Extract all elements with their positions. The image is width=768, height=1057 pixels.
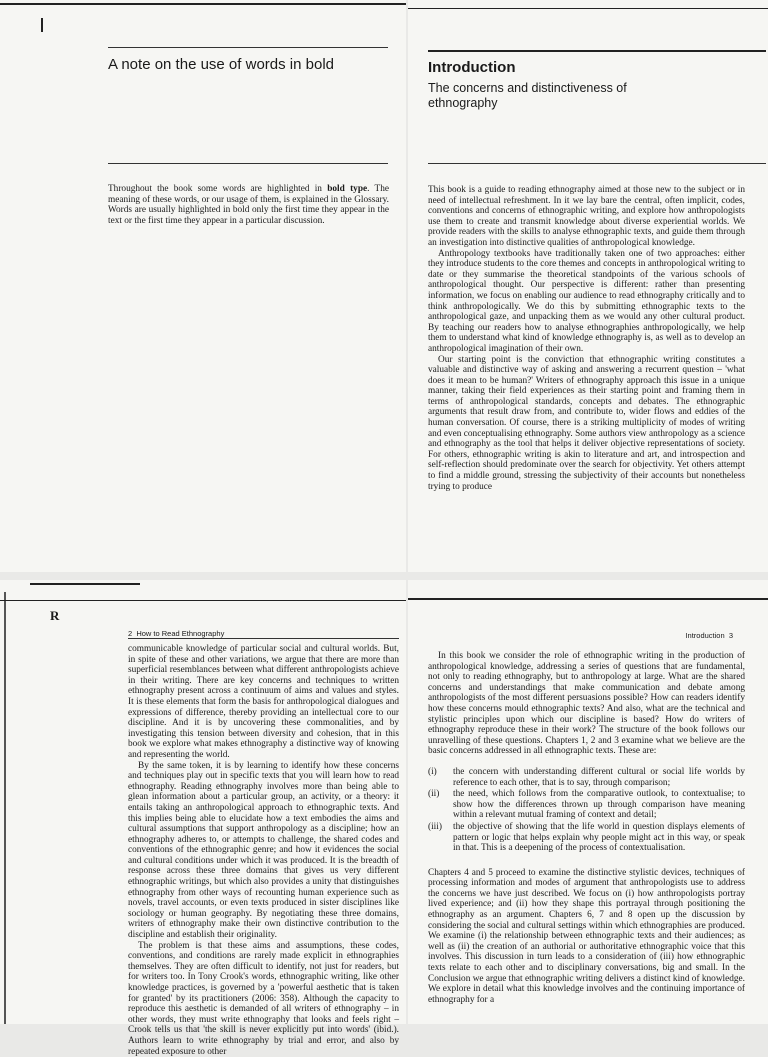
- margin-mark: R: [50, 608, 60, 623]
- intro-top-rule: [428, 50, 766, 52]
- page-tick-mark: [41, 18, 43, 32]
- running-header-right: [685, 631, 733, 640]
- list-item: [428, 822, 745, 854]
- running-title: Introduction: [685, 631, 725, 640]
- page-edge-line: [0, 3, 406, 5]
- heading-top-rule: [108, 47, 388, 48]
- page-number: 3: [728, 631, 733, 640]
- bold-term: bold type: [327, 184, 368, 194]
- list-item: [428, 789, 745, 821]
- body-paragraph-1: communicable knowledge of particular social and cultural worlds. But, in spite of these and other variations, we argue that there are more than superficial resemblances between what different anthropologists achieve in their writing. There are key concerns and techniques to written ethnography present across a continuum of aims and values and styles. It is these elements that form the basis for anthropological dialogues and expressions of difference, thereby providing an intellectual core to our discipline. And it is by uncovering these commonalities, and by investigating this tension between diversity and cohesion, that in this book we explore what makes ethnography a distinctive way of knowing and representing the world.: [128, 644, 399, 760]
- list-number: (ii): [428, 789, 440, 800]
- top-left-page: [0, 0, 406, 572]
- intro-bottom-rule: [428, 163, 766, 164]
- list-item: [428, 767, 745, 788]
- intro-paragraph-2: Anthropology textbooks have traditionally taken one of two approaches: either they introduce students to the core themes and concepts in anthropological writing to date or they summarise the theoretical standpoints of the various schools of anthropological thought. Our perspective is different: rather than presenting information, we focus on enabling our audience to read ethnography critically and to think anthropologically. We do this by submitting ethnographic texts to the anthropological gaze, and unpacking them as we would any other cultural product. By teaching our readers how to analyse ethnographies anthropologically, we help them to understand what kind of knowledge ethnography is, as well as to develop an anthropological imagination of their own.: [428, 248, 745, 354]
- bottom-left-page: [0, 580, 406, 1057]
- list-text: the concern with understanding different cultural or social life worlds by reference to each other, that is to say, through comparison;: [453, 766, 745, 788]
- list-number: (i): [428, 766, 437, 777]
- intro-title: Introduction: [428, 59, 516, 76]
- intro-text-column: [428, 185, 745, 532]
- list-text: the need, which follows from the comparative outlook, to contextualise; to show how the differences thrown up through comparison have meaning within a relevant mutual framing of context and detail;: [453, 789, 745, 821]
- intro-paragraph-1: This book is a guide to reading ethnography aimed at those new to the subject or in need of intellectual refreshment. In it we lay bare the central, often implicit, codes, conventions and concerns of ethnographic writing, and explore how anthropologists use them to create and transmit knowledge about diverse experiential worlds. We provide readers with the skills to analyse ethnographic texts, and guide them through an investigation into distinctive qualities of anthropological knowledge.: [428, 185, 745, 248]
- top-right-page: [408, 0, 768, 572]
- body-paragraph-1: In this book we consider the role of ethnographic writing in the production of anthropological knowledge, addressing a series of questions that are fundamental, not only to reading ethnography, but to anthropology at large. What are the shared concerns and understandings that make communication and debate among anthropologists of the most different persuasions possible? How can readers identify how these concerns mould ethnographic texts? And also, what are the technical and stylistic principles upon which our discipline is based? How do writers of ethnography reproduce these in their work? The structure of the book follows our unravelling of these questions. Chapters 1, 2 and 3 examine what we believe are the basic concerns addressed in all ethnographic texts. These are:: [428, 651, 745, 757]
- page-edge-line: [408, 8, 768, 9]
- intro-paragraph-3: Our starting point is the conviction that ethnographic writing constitutes a valuable and distinctive way of asking and answering a recurrent question – 'what does it mean to be human?' Writers of ethnography approach this issue in a unique manner, taking their field experiences as their starting point and framing them in terms of anthropological standards, concepts and debates. The ethnographic arguments that result draw from, and contribute to, wider flows and eddies of the human conversation. Of course, there is a striking multiplicity of modes of writing and even conceptualising ethnography. Some authors view anthropology as a science and ethnography as the tool that helps it deliver objective representations of society. For others, ethnographic writing is akin to literature and art, and introspection and self-reflection should predominate over the search for objectivity. Yet others attempt to find a middle ground, stressing the subjectivity of their accounts but nonetheless trying to produce: [428, 354, 745, 492]
- right-text-column: [428, 651, 745, 1024]
- header-rule: [128, 638, 399, 639]
- list-text: the objective of showing that the life world in question displays elements of pattern or logic that helps explain why people might act in this way, or speak in that. This is a deepening of the process of contextualisation.: [453, 821, 745, 854]
- page-number: 2: [128, 629, 133, 638]
- running-header-left: [128, 629, 224, 638]
- left-text-column: [128, 644, 399, 1057]
- list-number: (iii): [428, 821, 442, 832]
- page-edge-line: [408, 598, 768, 600]
- body-paragraph-2: By the same token, it is by learning to identify how these concerns and techniques play out in specific texts that you will learn how to read ethnography. Reading ethnography involves more than being able to glean information about a particular group, an activity, or a theory: it entails taking an anthropological approach to ethnographic texts. And this implies being able to elucidate how a text embodies the aims and cultural assumptions that support anthropology as a discipline; how an ethnography adheres to, or attempts to challenge, the shared codes and conventions of the ethnographic genre; and how it evidences the social and cultural conditions under which it was produced. It is the breadth of response across these three domains that gives us very different ethnographic writings, but which also provides a unity that distinguishes ethnography from other ways of recounting human experience such as novels, travel accounts, or even texts produced in sister disciplines like sociology or human geography. By negotiating these three domains, writers of ethnography make their own distinctive contribution to the discipline and establish their originality.: [128, 760, 399, 941]
- running-title: How to Read Ethnography: [136, 629, 225, 638]
- heading-bottom-rule: [108, 163, 388, 164]
- note-heading: A note on the use of words in bold: [108, 56, 334, 73]
- concerns-list: [428, 767, 745, 854]
- intro-subtitle: The concerns and distinctiveness of ethnography: [428, 81, 627, 110]
- body-paragraph-3: The problem is that these aims and assumptions, these codes, conventions, and conditions are rarely made explicit in ethnographies themselves. They are often difficult to identify, not just for readers, but for writers too. In Tony Crook's words, ethnographic writing, like other knowledge practices, is governed by a 'powerful aesthetic that is taken for granted' by its practitioners (2006: 358). Although the capacity to reproduce this aesthetic is demanded of all writers of ethnography – in other words, they must write ethnography that looks and feels right – Crook tells us that 'the skill is never explicitly put into words' (ibid.). Authors learn to write ethnography by trial and error, and also by repeated exposure to other: [128, 940, 399, 1057]
- page-edge-line: [0, 600, 406, 601]
- body-paragraph-2: Chapters 4 and 5 proceed to examine the distinctive stylistic devices, techniques of processing information and modes of argument that anthropologists use to address the concerns we have just described. We focus on (i) how anthropologists portray lived experience; and (ii) how they shape this portrayal through positioning the ethnography as an argument. Chapters 6, 7 and 8 open up the discussion by considering the social and cultural settings within which ethnographies are produced. We examine (i) the relationship between ethnographic texts and their audiences; as well as (ii) the creation of an authorial or authoritative ethnographic voice that this involves. This discussion in turn leads to a consideration of (iii) how ethnographic texts relate to each other and to disciplinary conversations, big and small. In the Conclusion we argue that ethnographic writing delivers a distinct kind of knowledge. We explore in detail what this knowledge involves and the continuing importance of ethnography for a: [428, 867, 745, 1005]
- binding-edge: [4, 592, 6, 1024]
- page-edge-line: [30, 583, 140, 585]
- note-body: Throughout the book some words are highlighted in bold type. The meaning of these words, or our usage of them, is explained in the Glossary. Words are usually highlighted in bold only the first time they appear in the text or the first time they appear in a particular discussion.: [108, 184, 389, 226]
- bottom-right-page: [408, 580, 768, 1024]
